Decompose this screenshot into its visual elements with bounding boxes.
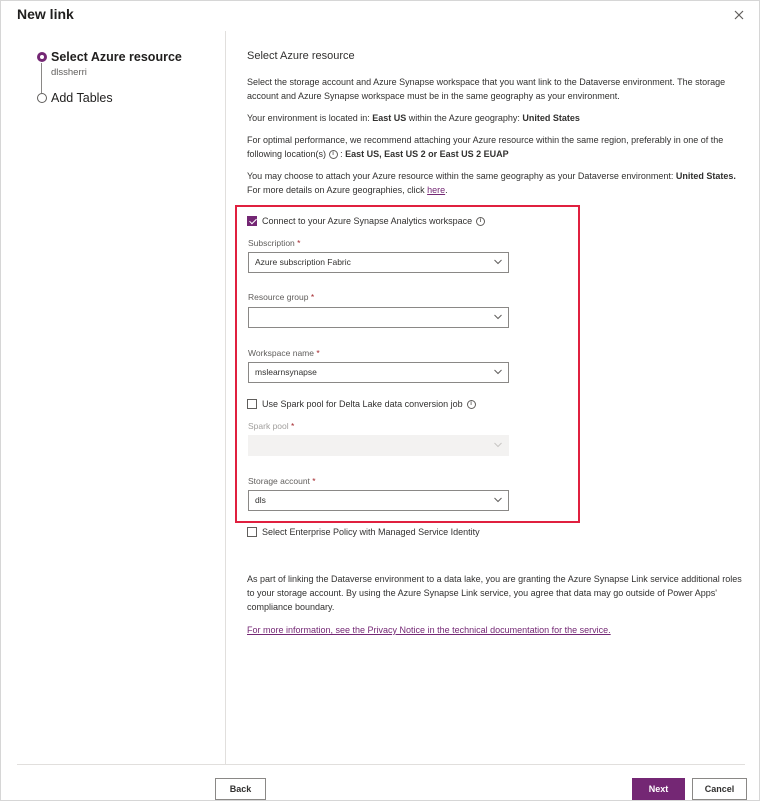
step-label: Add Tables bbox=[51, 91, 113, 105]
chevron-down-icon bbox=[494, 259, 502, 265]
back-button[interactable]: Back bbox=[215, 778, 266, 800]
close-icon bbox=[734, 10, 744, 20]
step-sublabel: dlssherri bbox=[51, 67, 87, 78]
enterprise-policy-checkbox[interactable] bbox=[247, 527, 257, 537]
enterprise-policy-row[interactable] bbox=[247, 525, 480, 539]
connect-synapse-checkbox[interactable] bbox=[247, 216, 257, 226]
spark-pool-label bbox=[248, 421, 294, 431]
subscription-label bbox=[248, 238, 300, 248]
wizard-stepper bbox=[37, 49, 217, 106]
vertical-divider bbox=[225, 31, 226, 764]
step-pending-icon bbox=[37, 93, 47, 103]
subscription-value: Azure subscription Fabric bbox=[255, 257, 351, 267]
choose-geography: United States. bbox=[675, 171, 736, 181]
required-mark: * bbox=[291, 421, 295, 431]
connect-synapse-label: Connect to your Azure Synapse Analytics workspace bbox=[262, 216, 473, 226]
subscription-dropdown[interactable] bbox=[248, 252, 509, 273]
optimal-text: For optimal performance, we recommend attaching your Azure resource within the same region, preferably in one of the following location(s) bbox=[247, 135, 724, 159]
workspace-dropdown[interactable] bbox=[248, 362, 509, 383]
spark-pool-dropdown bbox=[248, 435, 509, 456]
required-mark: * bbox=[297, 238, 301, 248]
storage-account-label bbox=[248, 476, 316, 486]
workspace-label-text: Workspace name bbox=[248, 348, 314, 358]
enterprise-policy-label: Select Enterprise Policy with Managed Service Identity bbox=[262, 527, 480, 537]
step-active-icon bbox=[37, 52, 47, 62]
chevron-down-icon bbox=[494, 442, 502, 448]
info-icon[interactable]: i bbox=[329, 150, 338, 159]
optimal-locations: East US, East US 2 or East US 2 EUAP bbox=[345, 149, 509, 159]
choose-text: You may choose to attach your Azure resource within the same geography as your Dataverse environment: bbox=[247, 171, 676, 181]
resource-group-label-text: Resource group bbox=[248, 292, 309, 302]
section-title: Select Azure resource bbox=[247, 50, 355, 62]
privacy-text: As part of linking the Dataverse environment to a data lake, you are granting the Azure Synapse Link service additional roles to your storage account. By using the Azure Synapse Link service, you agree that data may go outside of Power Apps' compliance boundary. bbox=[247, 574, 742, 612]
next-button[interactable]: Next bbox=[632, 778, 685, 800]
main-panel bbox=[247, 49, 747, 205]
storage-account-value: dls bbox=[255, 495, 266, 505]
subscription-label-text: Subscription bbox=[248, 238, 295, 248]
storage-account-dropdown[interactable] bbox=[248, 490, 509, 511]
info-icon[interactable]: i bbox=[467, 400, 476, 409]
storage-account-label-text: Storage account bbox=[248, 476, 310, 486]
geography-choice-text bbox=[247, 169, 747, 197]
required-mark: * bbox=[310, 292, 315, 302]
resource-group-label bbox=[248, 292, 314, 302]
footer-divider bbox=[17, 764, 745, 765]
env-geography: United States bbox=[522, 113, 580, 123]
more-details-text: For more details on Azure geographies, click bbox=[247, 185, 428, 195]
privacy-notice-link[interactable]: For more information, see the Privacy Notice in the technical documentation for the service. bbox=[247, 625, 611, 635]
period: . bbox=[445, 185, 448, 195]
step-add-tables[interactable] bbox=[37, 90, 217, 106]
step-connector bbox=[41, 63, 42, 93]
cancel-button[interactable]: Cancel bbox=[692, 778, 747, 800]
spark-pool-row[interactable] bbox=[247, 397, 476, 411]
chevron-down-icon bbox=[494, 369, 502, 375]
connect-synapse-row[interactable] bbox=[247, 214, 485, 228]
optimal-separator: : bbox=[337, 149, 346, 159]
info-icon[interactable]: i bbox=[476, 217, 485, 226]
spark-pool-checkbox[interactable] bbox=[247, 399, 257, 409]
spark-pool-checkbox-label: Use Spark pool for Delta Lake data conversion job bbox=[262, 399, 463, 409]
optimal-location-text bbox=[247, 133, 747, 161]
workspace-label bbox=[248, 348, 320, 358]
step-label: Select Azure resource bbox=[51, 50, 182, 64]
env-prefix: Your environment is located in: bbox=[247, 113, 373, 123]
env-middle: within the Azure geography: bbox=[406, 113, 523, 123]
dialog-title: New link bbox=[17, 6, 74, 22]
chevron-down-icon bbox=[494, 314, 502, 320]
environment-location-text bbox=[247, 111, 747, 125]
required-mark: * bbox=[312, 476, 316, 486]
env-region: East US bbox=[372, 113, 407, 123]
spark-pool-label-text: Spark pool bbox=[248, 421, 289, 431]
here-link[interactable]: here bbox=[427, 185, 446, 195]
resource-group-dropdown[interactable] bbox=[248, 307, 509, 328]
workspace-value: mslearnsynapse bbox=[255, 367, 317, 377]
step-select-azure-resource[interactable] bbox=[37, 49, 217, 78]
close-button[interactable] bbox=[731, 7, 747, 23]
required-mark: * bbox=[316, 348, 320, 358]
chevron-down-icon bbox=[494, 497, 502, 503]
intro-text: Select the storage account and Azure Synapse workspace that you want link to the Dataverse environment. The storage account and Azure Synapse workspace must be in the same geography as your environment. bbox=[247, 77, 726, 101]
